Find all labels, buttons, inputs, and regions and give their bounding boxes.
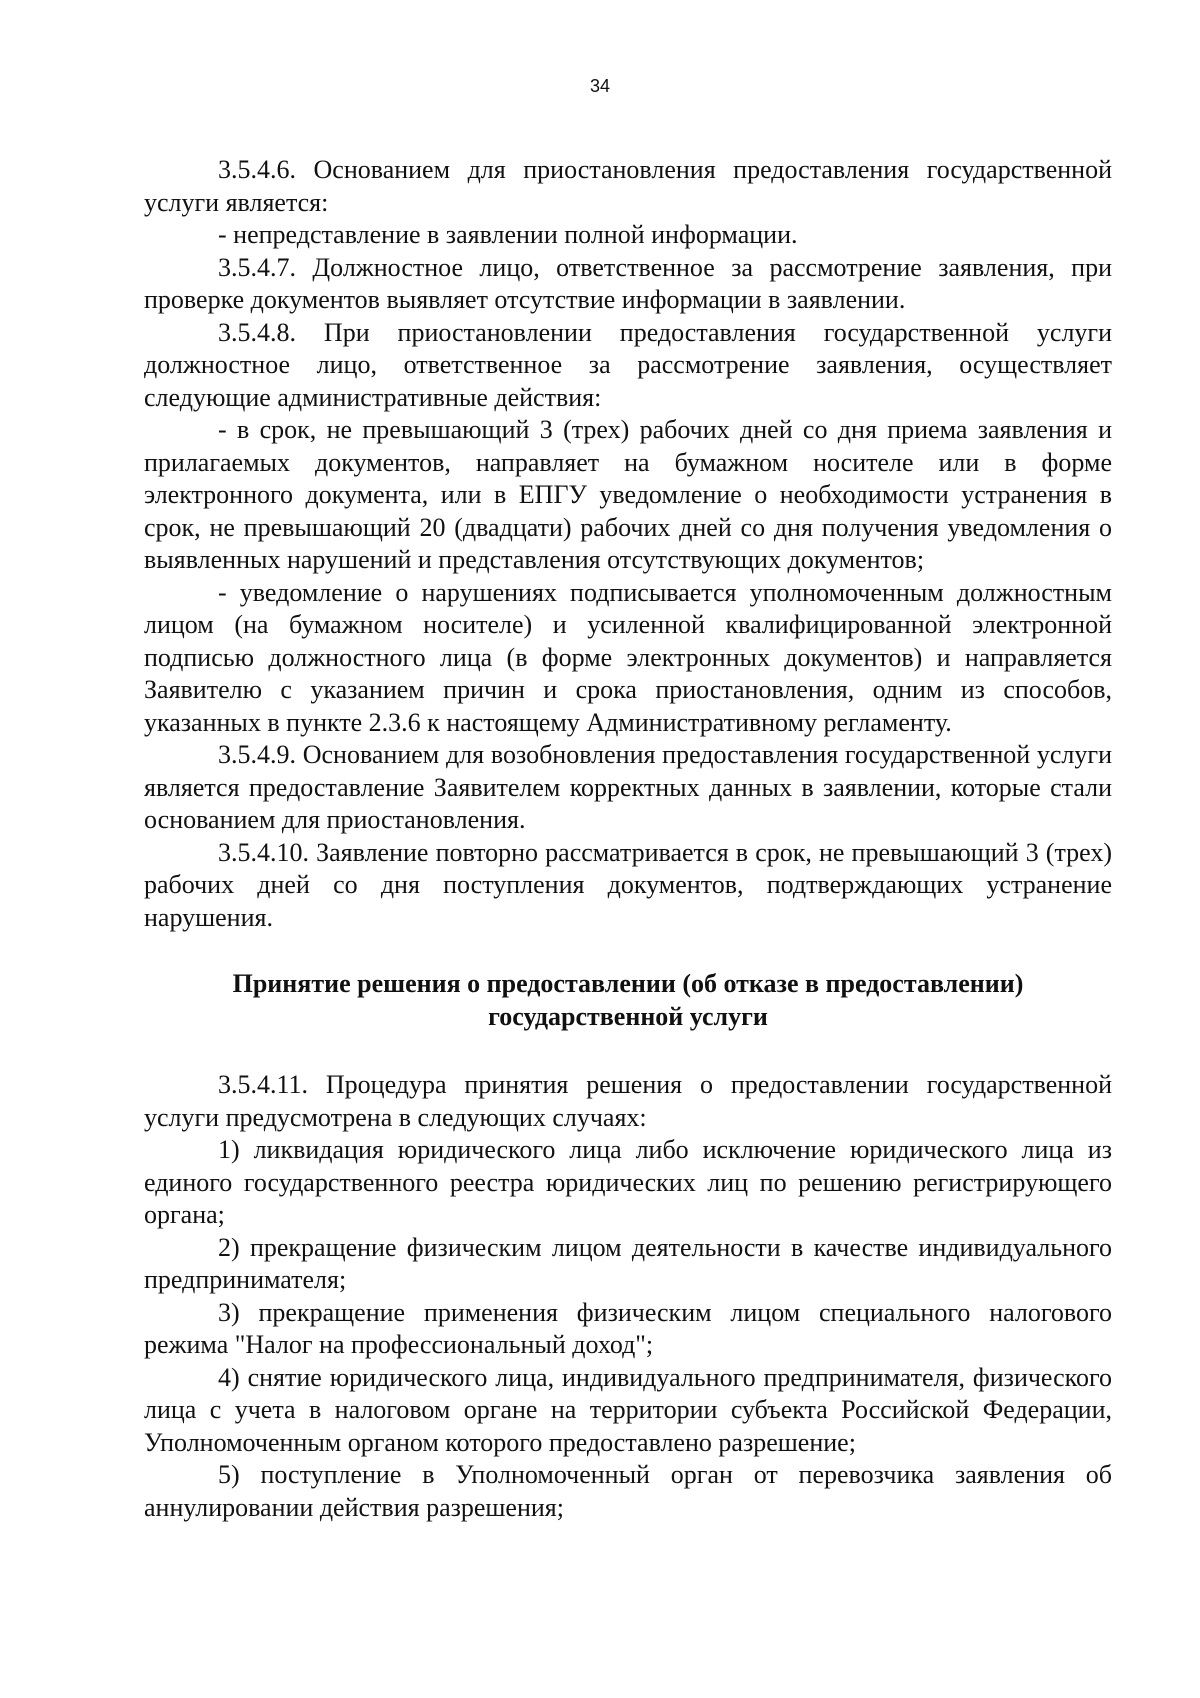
paragraph: 3) прекращение применения физическим лицом специального налогового режима "Налог на профессиональный доход"; [144,1297,1112,1359]
paragraph: 3.5.4.11. Процедура принятия решения о предоставлении государственной услуги предусмотрена в следующих случаях: [144,1070,1112,1132]
section-heading-line: государственной услуги [488,1001,768,1031]
paragraph: 3.5.4.10. Заявление повторно рассматривается в срок, не превышающий 3 (трех) рабочих дней со дня поступления документов, подтверждающих устранение нарушения. [144,837,1112,932]
paragraph: - в срок, не превышающий 3 (трех) рабочих дней со дня приема заявления и прилагаемых документов, направляет на бумажном носителе или в форме электронного документа, или в ЕПГУ уведомление о необходимости устранения в срок, не превышающий 20 (двадцати) рабочих дней со дня получения уведомления о выявленных нарушений и представления отсутствующих документов; [144,415,1112,574]
paragraph: 3.5.4.7. Должностное лицо, ответственное за рассмотрение заявления, при проверке документов выявляет отсутствие информации в заявлении. [144,252,1112,314]
paragraph: 1) ликвидация юридического лица либо исключение юридического лица из единого государственного реестра юридических лиц по решению регистрирующего органа; [144,1135,1112,1229]
document-body [144,154,1112,1524]
section-heading-line: Принятие решения о предоставлении (об отказе в предоставлении) [232,969,1024,998]
page-number: 34 [589,76,611,96]
paragraph: 3.5.4.6. Основанием для приостановления предоставления государственной услуги является: [144,155,1112,217]
paragraph: - непредставление в заявлении полной информации. [218,220,798,249]
section-heading [144,968,1112,1033]
paragraph: 5) поступление в Уполномоченный орган от перевозчика заявления об аннулировании действия разрешения; [144,1460,1112,1522]
paragraph: - уведомление о нарушениях подписывается уполномоченным должностным лицом (на бумажном носителе) и усиленной квалифицированной электронной подписью должностного лица (в форме электронных документов) и направляется Заявителю с указанием причин и срока приостановления, одним из способов, указанных в пункте 2.3.6 к настоящему Административному регламенту. [144,577,1112,737]
paragraph: 3.5.4.8. При приостановлении предоставления государственной услуги должностное лицо, ответственное за рассмотрение заявления, осуществляет следующие административные действия: [144,317,1112,412]
paragraph: 2) прекращение физическим лицом деятельности в качестве индивидуального предпринимателя; [144,1232,1112,1294]
paragraph: 4) снятие юридического лица, индивидуального предпринимателя, физического лица с учета в налоговом органе на территории субъекта Российской Федерации, Уполномоченным органом которого предоставлено разрешение; [144,1362,1112,1457]
paragraph: 3.5.4.9. Основанием для возобновления предоставления государственной услуги является предоставление Заявителем корректных данных в заявлении, которые стали основанием для приостановления. [144,740,1112,834]
